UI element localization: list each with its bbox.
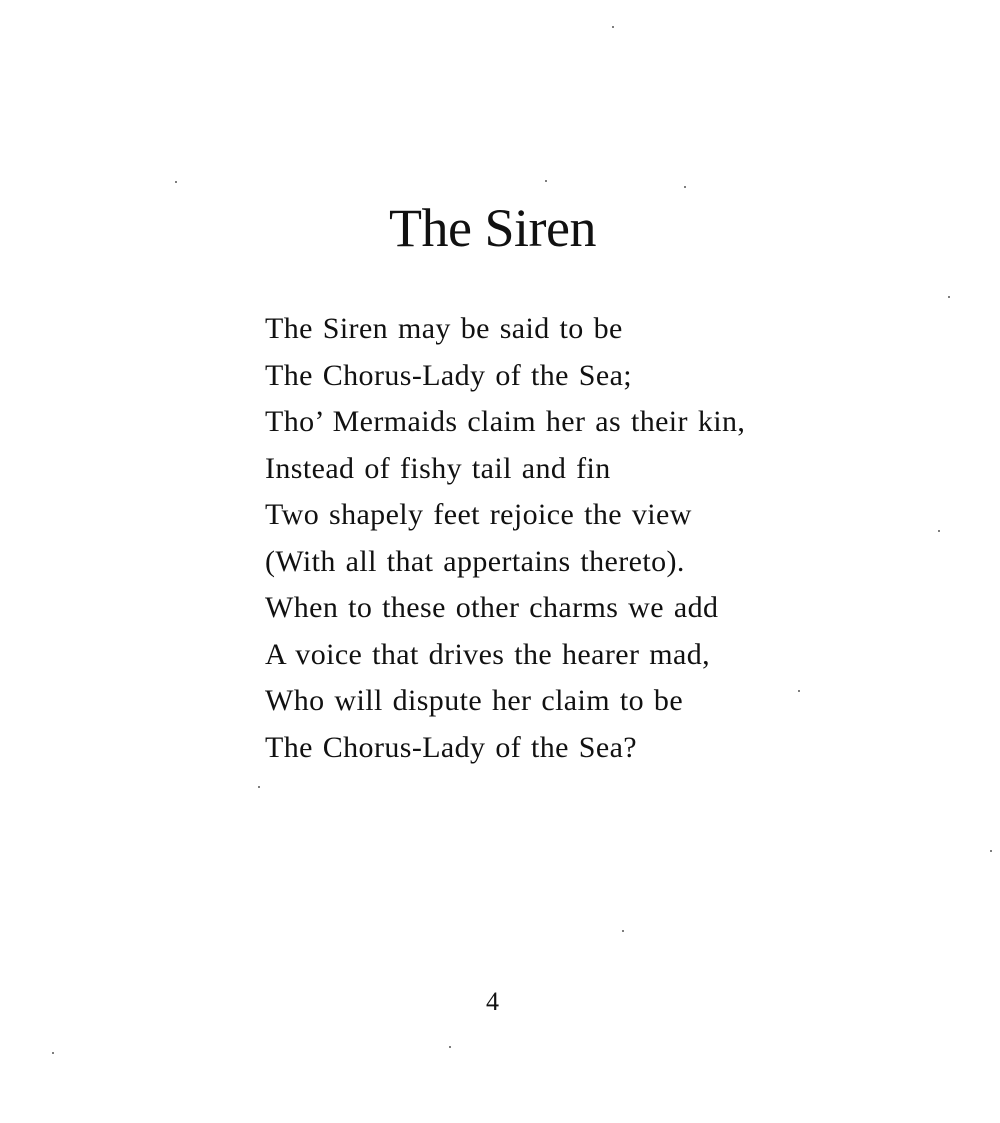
poem-line: Two shapely feet rejoice the view (265, 498, 692, 531)
scan-speck (612, 26, 614, 28)
scan-speck (948, 296, 950, 298)
scan-speck (258, 786, 260, 788)
poem-line: The Chorus-Lady of the Sea? (265, 730, 638, 764)
poem-line: Who will dispute her claim to be (265, 684, 684, 717)
poem-line: The Siren may be said to be (265, 312, 623, 345)
poem-title: The Siren (389, 198, 596, 258)
scan-speck (545, 180, 547, 182)
scan-speck (684, 186, 686, 188)
scan-speck (52, 1052, 54, 1054)
page-number: 4 (486, 987, 499, 1016)
poem-line: When to these other charms we add (265, 591, 719, 624)
scan-speck (798, 690, 800, 692)
scan-speck (990, 850, 992, 852)
poem-line: The Chorus-Lady of the Sea; (265, 358, 633, 392)
scan-speck (449, 1046, 451, 1048)
poem-line: Tho’ Mermaids claim her as their kin, (265, 405, 746, 438)
poem-line: (With all that appertains thereto). (265, 544, 685, 578)
scan-speck (175, 181, 177, 183)
poem-line: Instead of fishy tail and fin (265, 451, 611, 485)
poem-line: A voice that drives the hearer mad, (265, 637, 711, 671)
poem-body (265, 306, 745, 771)
scan-speck (622, 930, 624, 932)
scan-speck (938, 530, 940, 532)
